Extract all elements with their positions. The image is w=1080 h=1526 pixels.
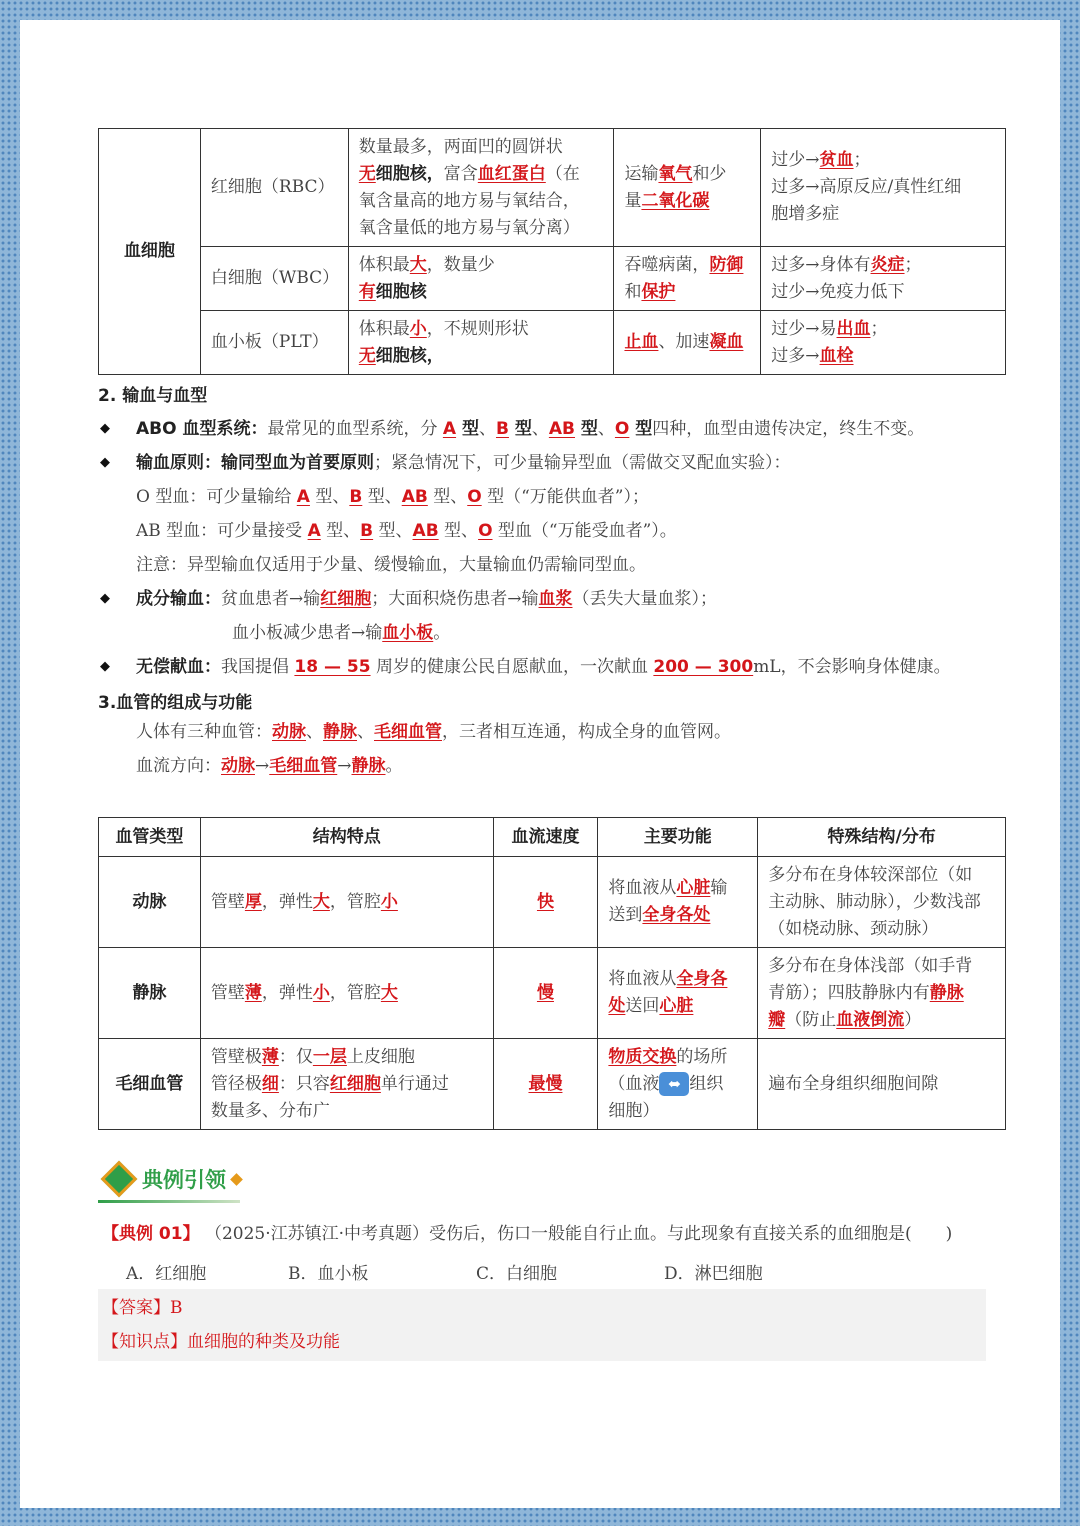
vessel-function [598,857,758,948]
text-segment: 型、 [362,487,402,507]
key-term: 处 [608,996,626,1016]
text-line [98,446,1006,480]
text-line [98,650,1006,684]
text-segment: 型 [456,419,479,439]
text-segment: 细胞） [608,1100,660,1121]
key-term: 静脉 [929,982,964,1003]
text-segment: 主动脉、肺动脉），少数浅部 [768,891,981,912]
cell-name: 白细胞（WBC） [200,247,348,311]
key-term: 无 [358,163,376,184]
vessel-structure [200,857,493,948]
text-segment: ，不规则形状 [426,318,529,339]
cell-name: 血小板（PLT） [200,311,348,375]
text-segment: 型、 [373,521,413,541]
vessel-structure [200,1039,493,1130]
key-term: AB [401,487,428,507]
text-segment: 过少→ [771,150,820,170]
text-segment: 、 [597,419,615,439]
cell-line [624,279,750,306]
key-term: 凝血 [709,332,744,352]
cell-line [359,316,604,343]
text-segment: ；紧急情况下，可少量输异型血（需做交叉配血实验）： [374,453,791,473]
key-term: 血栓 [819,345,854,366]
small-diamond-icon [230,1173,243,1186]
key-term: 小 [312,982,330,1003]
cell-line [768,953,995,980]
cell-line [608,1044,747,1071]
text-segment: 型血（“万能受血者”）。 [492,521,677,541]
column-header: 血流速度 [493,818,598,857]
key-term: 全身各 [676,969,728,989]
text-line [98,749,1006,783]
cell-line [608,1071,747,1098]
text-line [98,548,1006,582]
text-segment: 和少 [692,163,727,184]
key-term: 保护 [641,281,676,302]
text-segment: 型、 [427,487,468,507]
key-term: 200 — 300 [653,657,754,677]
key-term: 大 [380,982,398,1003]
text-segment: 、 [357,722,374,742]
cell-name: 红细胞（RBC） [200,129,348,247]
table-row [99,311,1006,375]
text-segment: （丢失大量血浆）； [572,589,717,609]
text-segment: ，管腔 [329,891,381,912]
key-term: O [614,419,630,439]
logo-underline [98,1200,240,1203]
text-segment: ，管腔 [329,982,381,1003]
cell-line [768,889,995,916]
cell-line [608,1098,747,1125]
cell-line [211,1071,483,1098]
key-term: 静脉 [351,756,386,776]
cell-line [608,902,747,929]
vessel-type: 静脉 [99,948,201,1039]
answer-option: B．血小板 [288,1264,369,1284]
text-segment: 细胞核 [375,281,427,302]
key-term: 有 [358,281,376,302]
key-term: 小 [380,891,398,912]
text-segment: 成分输血： [136,589,221,609]
table-row [99,857,1006,948]
blood-cell-table [98,128,1006,375]
cell-line [211,980,483,1007]
key-term: 厚 [244,891,262,912]
text-segment: 过少→免疫力低下 [771,281,905,302]
cell-line [624,329,750,356]
text-segment: 管径极 [210,1073,262,1094]
text-segment: 氧含量低的地方易与氧分离） [358,217,580,238]
text-segment: 将血液从 [608,878,677,898]
text-segment: 将血液从 [608,969,677,989]
text-segment: 型、 [309,487,350,507]
text-segment: 输 [710,878,728,898]
key-term: 毛细血管 [269,756,338,776]
text-segment: 组织 [689,1073,724,1094]
category-cell: 血细胞 [99,129,201,375]
key-term: 18 — 55 [294,657,371,677]
cell-line [771,174,995,201]
vessel-speed [493,857,598,948]
cell-line [768,1007,995,1034]
text-segment: → [337,756,352,776]
section-2-body [98,412,1006,684]
text-segment: 上皮细胞 [346,1046,415,1067]
key-term: 薄 [244,982,262,1003]
text-segment: ；大面积烧伤患者→输 [371,589,539,609]
cell-line [624,161,750,188]
text-segment: 量 [624,190,642,211]
key-term: 物质交换 [608,1046,677,1067]
text-segment: 青筋）；四肢静脉内有 [768,982,930,1003]
text-line [98,616,1006,650]
key-term: 薄 [261,1046,279,1067]
text-segment: 型（“万能供血者”）； [481,487,649,507]
text-segment: 、 [531,419,549,439]
key-term: 大 [312,891,330,912]
text-segment: 血流方向： [136,756,221,776]
example-section [98,1164,1006,1361]
cell-line [359,252,604,279]
text-line [98,715,1006,749]
cell-function [614,247,761,311]
key-term: 红细胞 [329,1073,381,1094]
text-segment: ，弹性 [261,982,313,1003]
text-segment: 四种，血型由遗传决定，终生不变。 [652,419,925,439]
text-segment: ； [904,254,922,275]
answer-text: 【答案】B [102,1298,183,1318]
text-segment: 管壁 [210,982,245,1003]
cell-line [359,215,604,242]
speed-value: 快 [536,891,554,912]
cell-abnormal [761,129,1006,247]
text-segment: （在 [545,163,580,184]
text-segment: 管壁极 [210,1046,262,1067]
cell-function [614,129,761,247]
text-segment: ：只容 [278,1073,330,1094]
cell-line [771,252,995,279]
cell-line [768,980,995,1007]
text-segment: 、 [478,419,496,439]
answer-box [98,1289,986,1361]
text-segment: 体积最 [358,318,410,339]
vessel-function [598,948,758,1039]
key-term: 心脏 [676,878,711,898]
text-line [98,412,1006,446]
text-segment: AB 型血：可少量接受 [136,521,308,541]
cell-function [614,311,761,375]
key-term: 心脏 [659,996,694,1016]
text-segment: ； [870,318,888,339]
key-term: 红细胞 [320,589,372,609]
cell-line [608,875,747,902]
text-segment: 过多→高原反应/真性红细 [771,177,962,197]
text-segment: 型、 [438,521,479,541]
text-segment: 和 [624,281,642,302]
text-segment: 无偿献血： [136,657,221,677]
key-term: AB [548,419,575,439]
column-header: 特殊结构/分布 [758,818,1006,857]
text-segment: 胞增多症 [771,204,840,224]
text-segment: 的场所 [676,1046,728,1067]
key-term: A [296,487,310,507]
table-row [99,129,1006,247]
text-segment: 。 [433,623,451,643]
text-segment: 、 [306,722,323,742]
speed-value: 慢 [536,982,554,1003]
key-term: 血浆 [538,589,573,609]
table-row [99,948,1006,1039]
key-term: 出血 [836,318,871,339]
cell-line [771,316,995,343]
text-segment: 人体有三种血管： [136,722,272,742]
text-segment: 体积最 [358,254,410,275]
section-2-title: 2. 输血与血型 [98,386,208,406]
key-term: O [478,521,493,541]
text-segment: 型 [629,419,653,439]
vessel-special [758,857,1006,948]
text-segment: 细胞核， [375,163,444,184]
cell-structure [348,247,614,311]
text-segment: 贫血患者→输 [221,589,321,609]
section-3-title: 3.血管的组成与功能 [98,693,253,713]
example-tag: 【典例 01】 [102,1224,200,1244]
text-segment: 、加速 [658,332,710,352]
key-term: 静脉 [323,722,357,742]
text-segment: ，弹性 [261,891,313,912]
example-options [98,1259,1006,1289]
text-segment: 送回 [625,996,660,1016]
column-header: 结构特点 [200,818,493,857]
column-header: 主要功能 [598,818,758,857]
text-segment: 送到 [608,905,643,925]
answer-option: D．淋巴细胞 [664,1264,763,1284]
text-segment: 型 [575,419,598,439]
speed-value: 最慢 [528,1073,563,1094]
text-segment: 数量最多，两面凹的圆饼状 [358,136,563,157]
key-term: 细 [261,1073,279,1094]
text-segment: 氧含量高的地方易与氧结合， [358,190,580,211]
key-term: AB [412,521,439,541]
text-segment: 吞噬病菌， [624,254,710,275]
key-term: 血液倒流 [836,1009,905,1030]
cell-line [211,1098,483,1125]
key-term: 防御 [709,254,744,275]
text-segment: 最常见的血型系统，分 [267,419,443,439]
cell-line [359,161,604,188]
section-3-body [98,715,1006,783]
key-term: 二氧化碳 [641,190,710,211]
cell-line [359,134,604,161]
double-arrow-icon: ⬌ [659,1072,689,1096]
cell-line [359,343,604,370]
key-term: B [349,487,363,507]
text-segment: 。 [385,756,403,776]
text-segment: 管壁 [210,891,245,912]
text-segment: 型 [508,419,532,439]
key-term: O [467,487,482,507]
text-segment: （防止 [785,1009,837,1030]
document-page [20,20,1060,1508]
text-segment: ） [904,1009,922,1030]
vessel-structure [200,948,493,1039]
key-term: 氧气 [658,163,693,184]
text-segment: 型、 [320,521,361,541]
text-segment: （血液 [608,1073,660,1094]
text-segment: 遍布全身组织细胞间隙 [768,1073,939,1094]
key-term: B [495,419,509,439]
text-segment: 单行通过 [380,1073,449,1094]
key-term: 动脉 [221,756,255,776]
vessel-function [598,1039,758,1130]
table-row [99,247,1006,311]
text-segment: 周岁的健康公民自愿献血，一次献血 [370,657,654,677]
text-segment: （如桡动脉、颈动脉） [768,918,939,939]
text-line [98,480,1006,514]
diamond-icon [101,1161,138,1198]
key-term: 血红蛋白 [477,163,546,184]
vessel-special [758,948,1006,1039]
key-term: 全身各处 [642,905,711,925]
vessel-special [758,1039,1006,1130]
key-term: A [307,521,321,541]
cell-line [359,188,604,215]
text-segment: 数量多、分布广 [210,1100,330,1121]
text-segment: 输血原则：输同型血为首要原则 [136,453,374,473]
example-question: （2025·江苏镇江·中考真题）受伤后，伤口一般能自行止血。与此现象有直接关系的血细胞是( ) [204,1224,953,1244]
example-logo [98,1164,1006,1194]
key-term: B [360,521,374,541]
cell-line [608,966,747,993]
example-question-line [98,1217,1006,1251]
cell-line [624,252,750,279]
text-segment: ABO 血型系统： [136,419,268,439]
text-segment: O 型血：可少量输给 [136,487,297,507]
cell-abnormal [761,311,1006,375]
answer-option: C．白细胞 [476,1264,558,1284]
key-term: 一层 [312,1046,347,1067]
text-segment: 我国提倡 [221,657,295,677]
table-row [99,1039,1006,1130]
text-segment: mL，不会影响身体健康。 [753,657,951,677]
text-segment: 过多→ [771,345,820,366]
cell-line [771,279,995,306]
text-segment: ； [853,150,871,170]
text-segment: 细胞核， [375,345,444,366]
text-segment: 运输 [624,163,659,184]
text-segment: 血小板减少患者→输 [232,623,383,643]
key-term: 无 [358,345,376,366]
key-term: 止血 [624,332,659,352]
key-term: 大 [409,254,427,275]
example-logo-text: 典例引领 [142,1168,226,1192]
cell-structure [348,311,614,375]
cell-line [771,147,995,174]
key-term: 贫血 [819,150,854,170]
vessel-type: 动脉 [99,857,201,948]
text-segment: 富含 [443,163,478,184]
key-term: 小 [409,318,427,339]
text-segment: 过少→易 [771,318,837,339]
text-segment: 过多→身体有 [771,254,871,275]
column-header: 血管类型 [99,818,201,857]
text-segment: ，三者相互连通，构成全身的血管网。 [442,722,731,742]
key-term: 动脉 [272,722,306,742]
text-line [98,514,1006,548]
cell-line [771,201,995,228]
knowledge-point: 【知识点】血细胞的种类及功能 [102,1332,340,1352]
cell-abnormal [761,247,1006,311]
cell-line [768,916,995,943]
cell-line [768,862,995,889]
vessel-speed [493,948,598,1039]
cell-line [624,188,750,215]
text-segment: 注意：异型输血仅适用于少量、缓慢输血，大量输血仍需输同型血。 [136,555,646,575]
cell-line [771,343,995,370]
text-segment: 多分布在身体较深部位（如 [768,864,973,885]
key-term: A [442,419,457,439]
key-term: 毛细血管 [374,722,442,742]
key-term: 瓣 [768,1009,786,1030]
cell-structure [348,129,614,247]
key-term: 炎症 [870,254,905,275]
text-segment: → [255,756,270,776]
cell-line [359,279,604,306]
cell-line [211,1044,483,1071]
cell-line [211,889,483,916]
vessel-type: 毛细血管 [99,1039,201,1130]
answer-option: A．红细胞 [126,1264,207,1284]
vessel-speed [493,1039,598,1130]
key-term: 血小板 [382,623,434,643]
text-segment: 多分布在身体浅部（如手背 [768,955,973,976]
page-content [98,128,1006,1361]
blood-vessel-table [98,817,1006,1130]
cell-line [768,1071,995,1098]
text-segment: ：仅 [278,1046,313,1067]
cell-line [608,993,747,1020]
text-segment: ，数量少 [426,254,495,275]
text-line [98,582,1006,616]
